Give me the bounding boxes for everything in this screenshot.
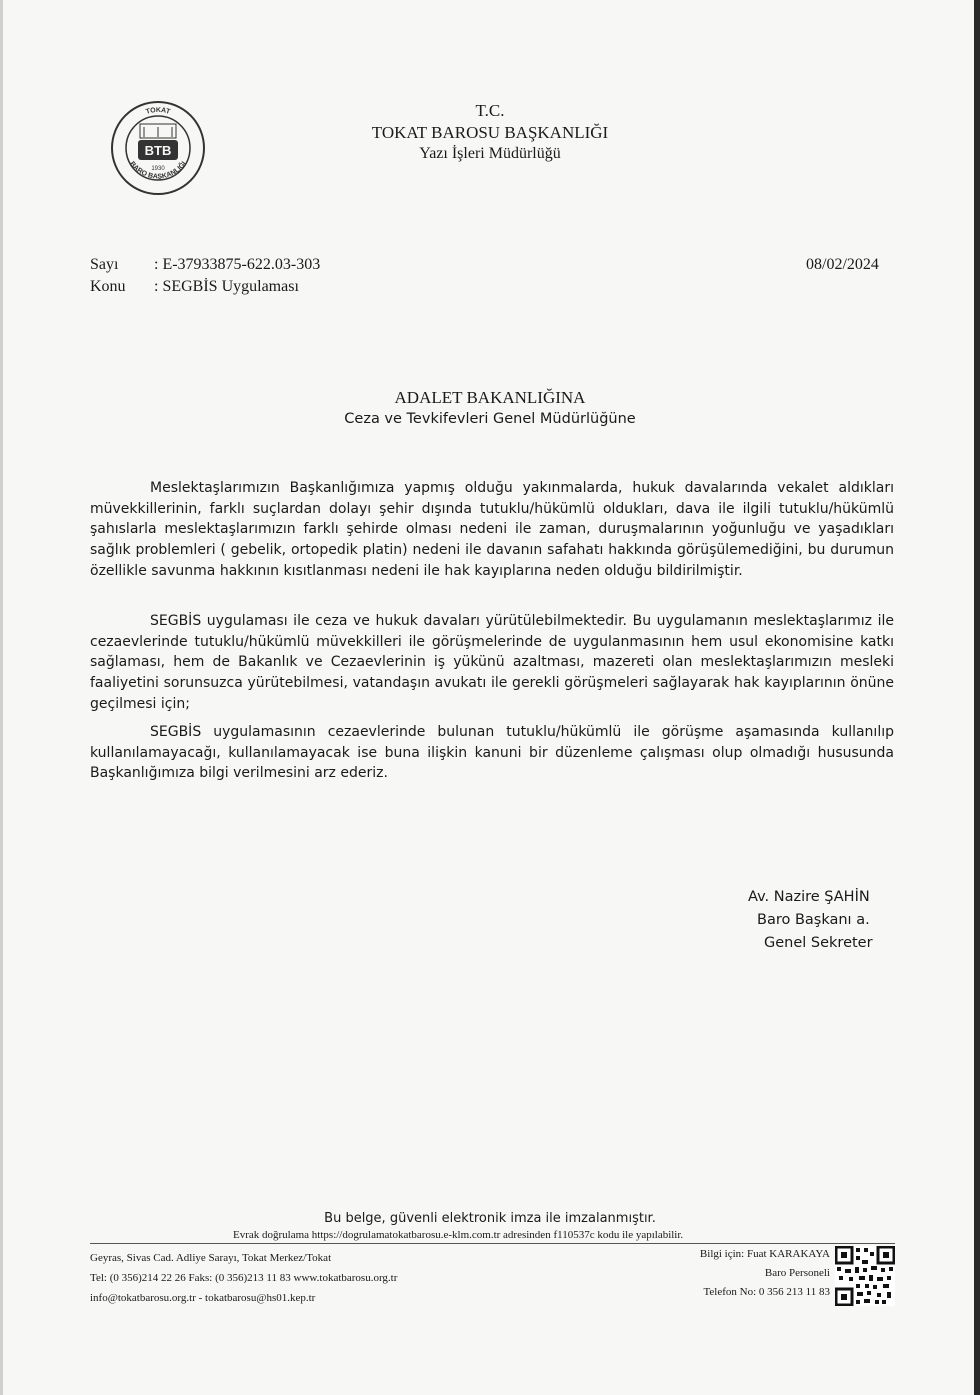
header-line-institution: TOKAT BAROSU BAŞKANLIĞI (371, 123, 609, 142)
seal-monogram: BTB (144, 143, 172, 158)
recipient-ministry: ADALET BAKANLIĞINA (394, 388, 586, 407)
signatory-role: Genel Sekreter (764, 935, 873, 951)
sayi-value: : E-37933875-622.03-303 (154, 256, 321, 273)
signatory-title: Baro Başkanı a. (757, 912, 870, 928)
footer-phone-web: Tel: (0 356)214 22 26 Faks: (0 356)213 11 83 www.tokatbarosu.org.tr (90, 1272, 398, 1284)
verification-notice: Evrak doğrulama https://dogrulamatokatbarosu.e-klm.com.tr adresinden f110537c kodu ile yapılabilir. (233, 1229, 684, 1241)
signatory-name: Av. Nazire ŞAHİN (748, 889, 870, 905)
qr-code-icon (835, 1246, 895, 1306)
contact-phone: Telefon No: 0 356 213 11 83 (703, 1286, 830, 1298)
header-line-department: Yazı İşleri Müdürlüğü (419, 145, 561, 162)
konu-label: Konu (90, 278, 126, 295)
konu-value: : SEGBİS Uygulaması (154, 278, 299, 295)
svg-text:TOKAT: TOKAT (145, 106, 171, 116)
body-paragraph-3 (90, 722, 894, 784)
contact-person: Bilgi için: Fuat KARAKAYA (699, 1248, 830, 1260)
bar-association-seal (110, 100, 206, 196)
body-paragraph-1 (90, 478, 894, 582)
recipient-directorate: Ceza ve Tevkifevleri Genel Müdürlüğüne (344, 411, 636, 427)
body-paragraph-2 (90, 611, 894, 715)
scan-edge-right (974, 0, 980, 1395)
scan-edge-left (0, 0, 3, 1395)
footer-email: info@tokatbarosu.org.tr - tokatbarosu@hs01.kep.tr (90, 1292, 316, 1304)
header-line-tc: T.C. (475, 101, 505, 120)
svg-text:BARO BAŞKANLIĞI: BARO BAŞKANLIĞI (128, 160, 188, 181)
paragraph-text: Meslektaşlarımızın Başkanlığımıza yapmış olduğu yakınmalarda, hukuk davalarında vekalet aldıkları müvekkillerinin, farklı suçlardan dolayı şehir dışında tutuklu/hükümlü oldukları, dava ile ilgili tutuklu/hükümlü şahıslarla meslektaşlarımızın farklı şehirde olması nedeni ile zaman, duruşmalarının yoğunluğu ve yaşadıkları sağlık problemleri ( gebelik, ortopedik platin) nedeni ile davanın safahatı hakkında görüşülemediğini, bu durumun özellikle savunma hakkının kısıtlanması nedeni ile hak kayıplarına neden olduğu bildirilmiştir. (90, 480, 894, 579)
document-date: 08/02/2024 (806, 256, 879, 273)
paragraph-text: SEGBİS uygulaması ile ceza ve hukuk davaları yürütülebilmektedir. Bu uygulamanın meslektaşlarımız ile cezaevlerinde tutuklu/hükümlü müvekkilleri ile görüşmelerinde de uygulanmasının hem usul ekonomisine katkı sağlaması, hem de Bakanlık ve Cezaevlerinin iş yükünü azaltması, mazereti olan meslektaşlarımızın mesleki faaliyetini sorunsuzca yürütebilmesi, vatandaşın avukatı ile gerekli görüşmeleri sağlayarak hak kayıplarının önüne geçilmesi için; (90, 613, 894, 712)
contact-role: Baro Personeli (764, 1267, 830, 1279)
footer-divider (90, 1243, 895, 1244)
footer-address: Geyras, Sivas Cad. Adliye Sarayı, Tokat Merkez/Tokat (90, 1252, 332, 1264)
esign-notice: Bu belge, güvenli elektronik imza ile imzalanmıştır. (324, 1211, 656, 1226)
seal-year: 1930 (151, 166, 165, 172)
sayi-label: Sayı (90, 256, 119, 273)
paragraph-text: SEGBİS uygulamasının cezaevlerinde bulunan tutuklu/hükümlü ile görüşme aşamasında kullanılıp kullanılamayacağı, kullanılamayacak ise buna ilişkin kanuni bir düzenleme çalışması olup olmadığı hususunda Başkanlığımıza bilgi verilmesini arz ederiz. (90, 724, 894, 782)
